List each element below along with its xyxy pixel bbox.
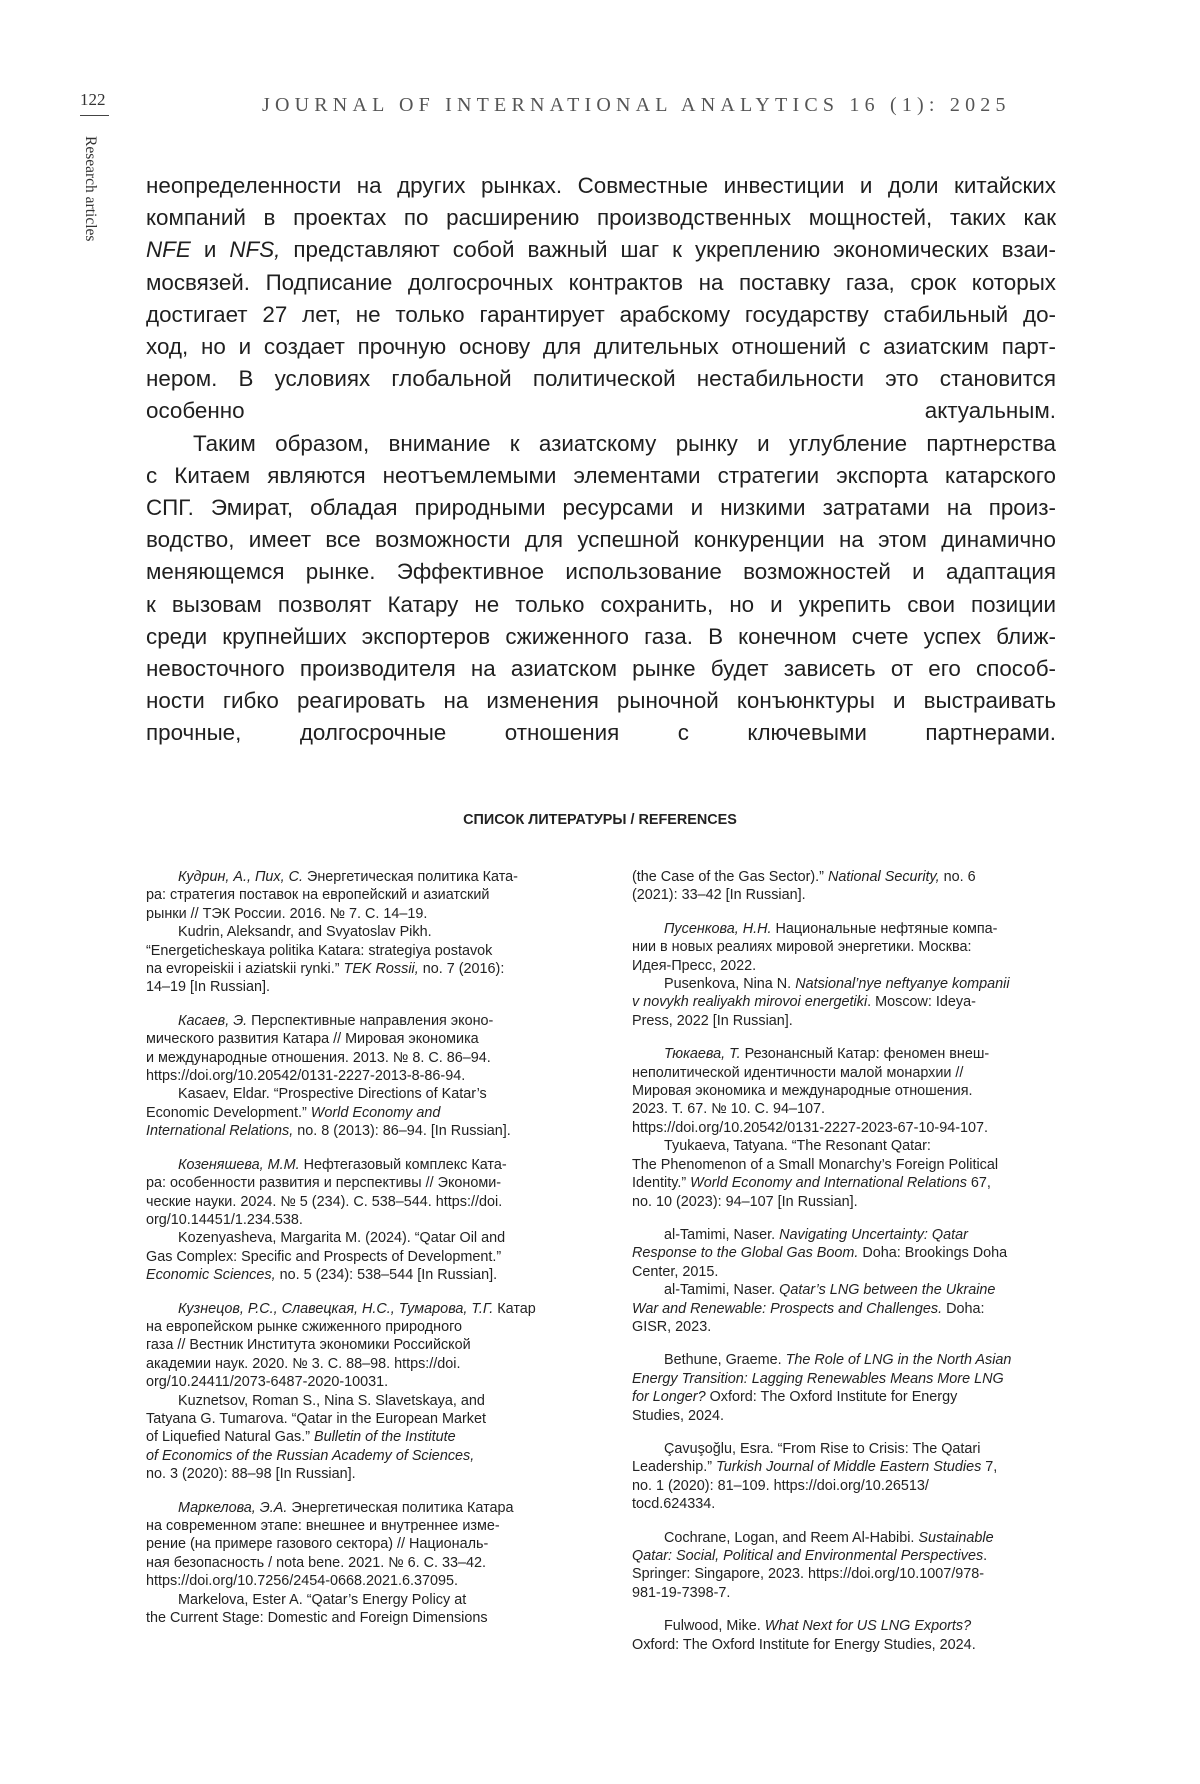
body-line: достигает 27 лет, не только гарантирует арабскому государству стабильный до-: [146, 301, 1056, 327]
body-line: СПГ. Эмират, обладая природными ресурсами и низкими затратами на произ-: [146, 495, 1056, 521]
reference-entry-continued: [632, 868, 1052, 905]
ref-source: International Relations,: [146, 1123, 294, 1140]
ref-line: [632, 868, 1052, 886]
ref-line: Press, 2022 [In Russian].: [632, 1012, 793, 1029]
ref-line: [632, 920, 1052, 938]
ref-author: Касаев, Э.: [178, 1012, 248, 1029]
ref-line: ра: стратегия поставок на европейский и азиатский: [146, 887, 490, 904]
paragraph-2: [146, 428, 1056, 750]
ref-line: [632, 1547, 1052, 1565]
ref-author: Козеняшева, М.М.: [178, 1156, 300, 1173]
paragraph-1: [146, 170, 1056, 428]
reference-entry: [632, 1529, 1052, 1603]
ref-author: Пусенкова, Н.Н.: [664, 920, 772, 937]
ref-line: 14–19 [In Russian].: [146, 979, 270, 996]
ref-source: World Economy and: [310, 1104, 441, 1121]
body-line: ход, но и создает прочную основу для длительных отношений с азиатским парт-: [146, 334, 1056, 360]
ref-text: Doha: Brookings Doha: [858, 1245, 1008, 1262]
ref-source: Natsional’nye neftyanye kompanii: [795, 976, 1010, 993]
body-line: меняющемся рынке. Эффективное использование возможностей и адаптация: [146, 559, 1056, 585]
ref-line: мического развития Катара // Мировая экономика: [146, 1031, 479, 1048]
ref-line: https://doi.org/10.7256/2454-0668.2021.6.37095.: [146, 1573, 459, 1590]
ref-line: Tatyana G. Tumarova. “Qatar in the European Market: [146, 1410, 486, 1427]
ref-text: no. 5 (234): 538–544 [In Russian].: [275, 1267, 498, 1284]
ref-line: 981-19-7398-7.: [632, 1584, 731, 1601]
ref-author: Тюкаева, Т.: [664, 1046, 741, 1063]
reference-entry: [146, 1012, 566, 1141]
ref-text: no. 7 (2016):: [418, 961, 505, 978]
ref-line: [632, 1226, 1052, 1244]
body-line: нером. В условиях глобальной политической нестабильности это становится: [146, 366, 1056, 392]
ref-line: [632, 993, 1052, 1011]
body-text-fragment: представляют собой важный шаг к укреплению экономических взаи-: [280, 237, 1057, 263]
ref-text: Identity.”: [632, 1175, 691, 1192]
ref-source: Qatar: Social, Political and Environmental Perspectives: [632, 1548, 984, 1564]
ref-line: [146, 960, 566, 978]
ref-text: Энергетическая политика Катара: [287, 1499, 514, 1516]
ref-line: “Energeticheskaya politika Katara: strategiya postavok: [146, 942, 493, 959]
ref-line: the Current Stage: Domestic and Foreign Dimensions: [146, 1610, 488, 1627]
ref-line: Oxford: The Oxford Institute for Energy Studies, 2024.: [632, 1636, 976, 1653]
ref-line: no. 1 (2020): 81–109. https://doi.org/10.26513/: [632, 1477, 929, 1494]
ref-line: [146, 1104, 566, 1122]
ref-line: [632, 1244, 1052, 1262]
reference-entry: [632, 1045, 1052, 1211]
ref-source: Economic Sciences,: [146, 1267, 276, 1284]
ref-text: Leadership.”: [632, 1459, 716, 1476]
ref-source: Navigating Uncertainty: Qatar: [779, 1226, 968, 1243]
body-line: ности гибко реагировать на изменения рыночной конъюнктуры и выстраивать: [146, 688, 1056, 714]
ref-text: (the Case of the Gas Sector).”: [632, 869, 828, 885]
ref-source: Sustainable: [918, 1529, 994, 1546]
body-line: [146, 234, 1056, 266]
reference-entry: [632, 920, 1052, 1030]
body-line: с Китаем являются неотъемлемыми элементами стратегии экспорта катарского: [146, 462, 1056, 488]
ref-text: .: [983, 1548, 988, 1564]
ref-line: неполитической идентичности малой монархии //: [632, 1064, 964, 1081]
ref-text: no. 8 (2013): 86–94. [In Russian].: [293, 1123, 511, 1140]
ref-text: 67,: [966, 1175, 991, 1192]
ref-source: v novykh realiyakh mirovoi energetiki: [632, 994, 868, 1011]
ref-source: World Economy and International Relations: [690, 1175, 967, 1192]
page-number: 122: [80, 90, 106, 109]
reference-entry: [632, 1440, 1052, 1514]
ref-line: [146, 1156, 566, 1174]
ref-line: The Phenomenon of a Small Monarchy’s Foreign Political: [632, 1156, 999, 1173]
ref-line: org/10.24411/2073-6487-2020-10031.: [146, 1374, 389, 1391]
ref-line: (2021): 33–42 [In Russian].: [632, 887, 806, 904]
ref-source: Turkish Journal of Middle Eastern Studies: [716, 1459, 982, 1476]
body-line: среди крупнейших экспортеров сжиженного газа. В конечном счете успех ближ-: [146, 623, 1056, 649]
ref-line: Мировая экономика и международные отношения.: [632, 1083, 973, 1100]
ref-text: Cochrane, Logan, and Reem Al-Habibi.: [664, 1529, 919, 1546]
ref-line: [632, 1174, 1052, 1192]
body-text: [146, 170, 1056, 750]
ref-line: GISR, 2023.: [632, 1318, 712, 1335]
ref-line: [632, 1617, 1052, 1635]
ref-text: 7,: [981, 1459, 998, 1476]
section-label: Research articles: [82, 136, 99, 242]
ref-line: Kuznetsov, Roman S., Nina S. Slavetskaya, and: [178, 1392, 485, 1409]
header-rule: [80, 115, 109, 116]
ref-line: на европейском рынке сжиженного природного: [146, 1318, 463, 1335]
body-line: неопределенности на других рынках. Совместные инвестиции и доли китайских: [146, 173, 1056, 198]
reference-entry: [146, 1499, 566, 1628]
ref-text: al-Tamimi, Naser.: [664, 1226, 780, 1243]
ref-line: [632, 1458, 1052, 1476]
ref-text: Doha:: [942, 1300, 985, 1317]
italic-term: NFS,: [229, 237, 281, 263]
ref-text: Нефтегазовый комплекс Ката-: [299, 1156, 507, 1173]
ref-line: ра: особенности развития и перспективы // Экономи-: [146, 1175, 502, 1192]
ref-text: . Moscow: Ideya-: [867, 994, 976, 1011]
body-line: невосточного производителя на азиатском рынке будет зависеть от его способ-: [146, 656, 1056, 682]
ref-text: Энергетическая политика Ката-: [303, 869, 518, 885]
body-line: водство, имеет все возможности для успешной конкуренции на этом динамично: [146, 527, 1056, 553]
ref-line: [632, 1045, 1052, 1063]
reference-entry: [632, 1617, 1052, 1654]
ref-source: National Security,: [827, 869, 940, 885]
references-column-left: [146, 868, 566, 1642]
ref-line: [146, 1499, 566, 1517]
ref-line: no. 3 (2020): 88–98 [In Russian].: [146, 1466, 356, 1483]
ref-source: War and Renewable: Prospects and Challenges.: [632, 1300, 943, 1317]
ref-line: no. 10 (2023): 94–107 [In Russian].: [632, 1193, 858, 1210]
ref-source: TEK Rossii,: [343, 961, 419, 978]
ref-text: al-Tamimi, Naser.: [664, 1282, 780, 1299]
body-line: к вызовам позволят Катару не только сохранить, но и укрепить свои позиции: [146, 591, 1056, 617]
ref-line: Springer: Singapore, 2023. https://doi.org/10.1007/978-: [632, 1566, 985, 1583]
ref-line: [146, 1300, 566, 1318]
body-line: Таким образом, внимание к азиатскому рынку и углубление партнерства: [193, 430, 1056, 456]
ref-line: [632, 1529, 1052, 1547]
ref-line: Studies, 2024.: [632, 1407, 725, 1424]
reference-entry: [146, 1300, 566, 1484]
ref-line: [146, 1012, 566, 1030]
ref-line: Center, 2015.: [632, 1263, 719, 1280]
references-heading: СПИСОК ЛИТЕРАТУРЫ / REFERENCES: [463, 812, 737, 828]
ref-line: рение (на примере газового сектора) // Националь-: [146, 1536, 489, 1553]
ref-text: of Liquefied Natural Gas.”: [146, 1429, 314, 1446]
ref-source: What Next for US LNG Exports?: [764, 1618, 972, 1635]
ref-line: ная безопасность / nota bene. 2021. № 6. С. 33–42.: [146, 1554, 487, 1571]
ref-line: ческие науки. 2024. № 5 (234). С. 538–544. https://doi.: [146, 1193, 503, 1210]
ref-line: 2023. Т. 67. № 10. С. 94–107.: [632, 1101, 826, 1118]
ref-line: tocd.624334.: [632, 1496, 716, 1513]
ref-source: Bulletin of the Institute: [313, 1429, 456, 1446]
ref-line: и международные отношения. 2013. № 8. С. 86–94.: [146, 1049, 491, 1066]
running-head: JOURNAL OF INTERNATIONAL ANALYTICS 16 (1): 2025: [262, 94, 1011, 116]
ref-source: Response to the Global Gas Boom.: [632, 1245, 859, 1262]
ref-text: Резонансный Катар: феномен внеш-: [740, 1046, 990, 1063]
references-column-right: [632, 868, 1052, 1669]
ref-author: Кузнецов, Р.С., Славецкая, Н.С., Тумарова, Т.Г.: [178, 1300, 494, 1317]
body-line: особенно актуальным.: [146, 398, 1056, 424]
ref-line: Gas Complex: Specific and Prospects of Development.”: [146, 1248, 502, 1265]
ref-text: Oxford: The Oxford Institute for Energy: [705, 1389, 958, 1406]
ref-text: Bethune, Graeme.: [664, 1352, 786, 1369]
ref-text: Economic Development.”: [146, 1104, 311, 1121]
ref-line: org/10.14451/1.234.538.: [146, 1211, 303, 1228]
ref-line: Markelova, Ester A. “Qatar’s Energy Policy at: [178, 1591, 467, 1608]
ref-author: Кудрин, А., Пих, С.: [178, 869, 303, 885]
ref-text: Pusenkova, Nina N.: [664, 976, 796, 993]
ref-line: [146, 1447, 566, 1465]
body-line: прочные, долгосрочные отношения с ключевыми партнерами.: [146, 720, 1056, 746]
ref-line: Kasaev, Eldar. “Prospective Directions of Katar’s: [178, 1086, 487, 1103]
ref-line: Kudrin, Aleksandr, and Svyatoslav Pikh.: [178, 924, 432, 941]
ref-source: for Longer?: [632, 1389, 706, 1406]
ref-line: [632, 975, 1052, 993]
ref-source: Energy Transition: Lagging Renewables Means More LNG: [632, 1370, 1004, 1387]
ref-text: Национальные нефтяные компа-: [771, 920, 998, 937]
body-line: компаний в проектах по расширению производственных мощностей, таких как: [146, 205, 1056, 231]
body-line: мосвязей. Подписание долгосрочных контрактов на поставку газа, срок которых: [146, 269, 1056, 295]
ref-text: no. 6: [939, 869, 976, 885]
ref-line: https://doi.org/10.20542/0131-2227-2023-67-10-94-107.: [632, 1119, 989, 1136]
ref-line: [146, 1266, 566, 1284]
reference-entry: [146, 868, 566, 997]
ref-line: Tyukaeva, Tatyana. “The Resonant Qatar:: [664, 1138, 931, 1155]
ref-text: Катар: [493, 1300, 536, 1317]
ref-line: Çavuşoğlu, Esra. “From Rise to Crisis: The Qatari: [664, 1440, 981, 1457]
ref-author: Маркелова, Э.А.: [178, 1499, 288, 1516]
ref-line: Идея-Пресс, 2022.: [632, 957, 757, 974]
ref-source: The Role of LNG in the North Asian: [785, 1352, 1012, 1369]
ref-text: Fulwood, Mike.: [664, 1618, 765, 1635]
ref-source: Qatar’s LNG between the Ukraine: [779, 1282, 996, 1299]
ref-line: [146, 1428, 566, 1446]
ref-line: [632, 1351, 1052, 1369]
ref-line: газа // Вестник Института экономики Российской: [146, 1337, 471, 1354]
reference-entry: [146, 1156, 566, 1285]
ref-line: [146, 868, 566, 886]
body-text-fragment: и: [190, 237, 230, 263]
ref-line: [632, 1300, 1052, 1318]
ref-line: [146, 1122, 566, 1140]
ref-line: Kozenyasheva, Margarita M. (2024). “Qatar Oil and: [178, 1230, 506, 1247]
ref-line: на современном этапе: внешнее и внутреннее изме-: [146, 1518, 500, 1534]
ref-line: академии наук. 2020. № 3. С. 88–98. https://doi.: [146, 1355, 461, 1372]
ref-source: of Economics of the Russian Academy of Sciences,: [146, 1447, 475, 1464]
ref-line: нии в новых реалиях мировой энергетики. Москва:: [632, 939, 972, 956]
ref-line: [632, 1281, 1052, 1299]
ref-line: [632, 1388, 1052, 1406]
reference-entry: [632, 1351, 1052, 1425]
ref-line: https://doi.org/10.20542/0131-2227-2013-8-86-94.: [146, 1068, 466, 1085]
italic-term: NFE: [146, 237, 191, 263]
reference-entry: [632, 1226, 1052, 1336]
ref-line: [632, 1370, 1052, 1388]
ref-line: рынки // ТЭК России. 2016. № 7. С. 14–19.: [146, 905, 428, 922]
ref-text: na evropeiskii i aziatskii rynki.”: [146, 961, 344, 978]
ref-text: Перспективные направления эконо-: [247, 1012, 494, 1029]
